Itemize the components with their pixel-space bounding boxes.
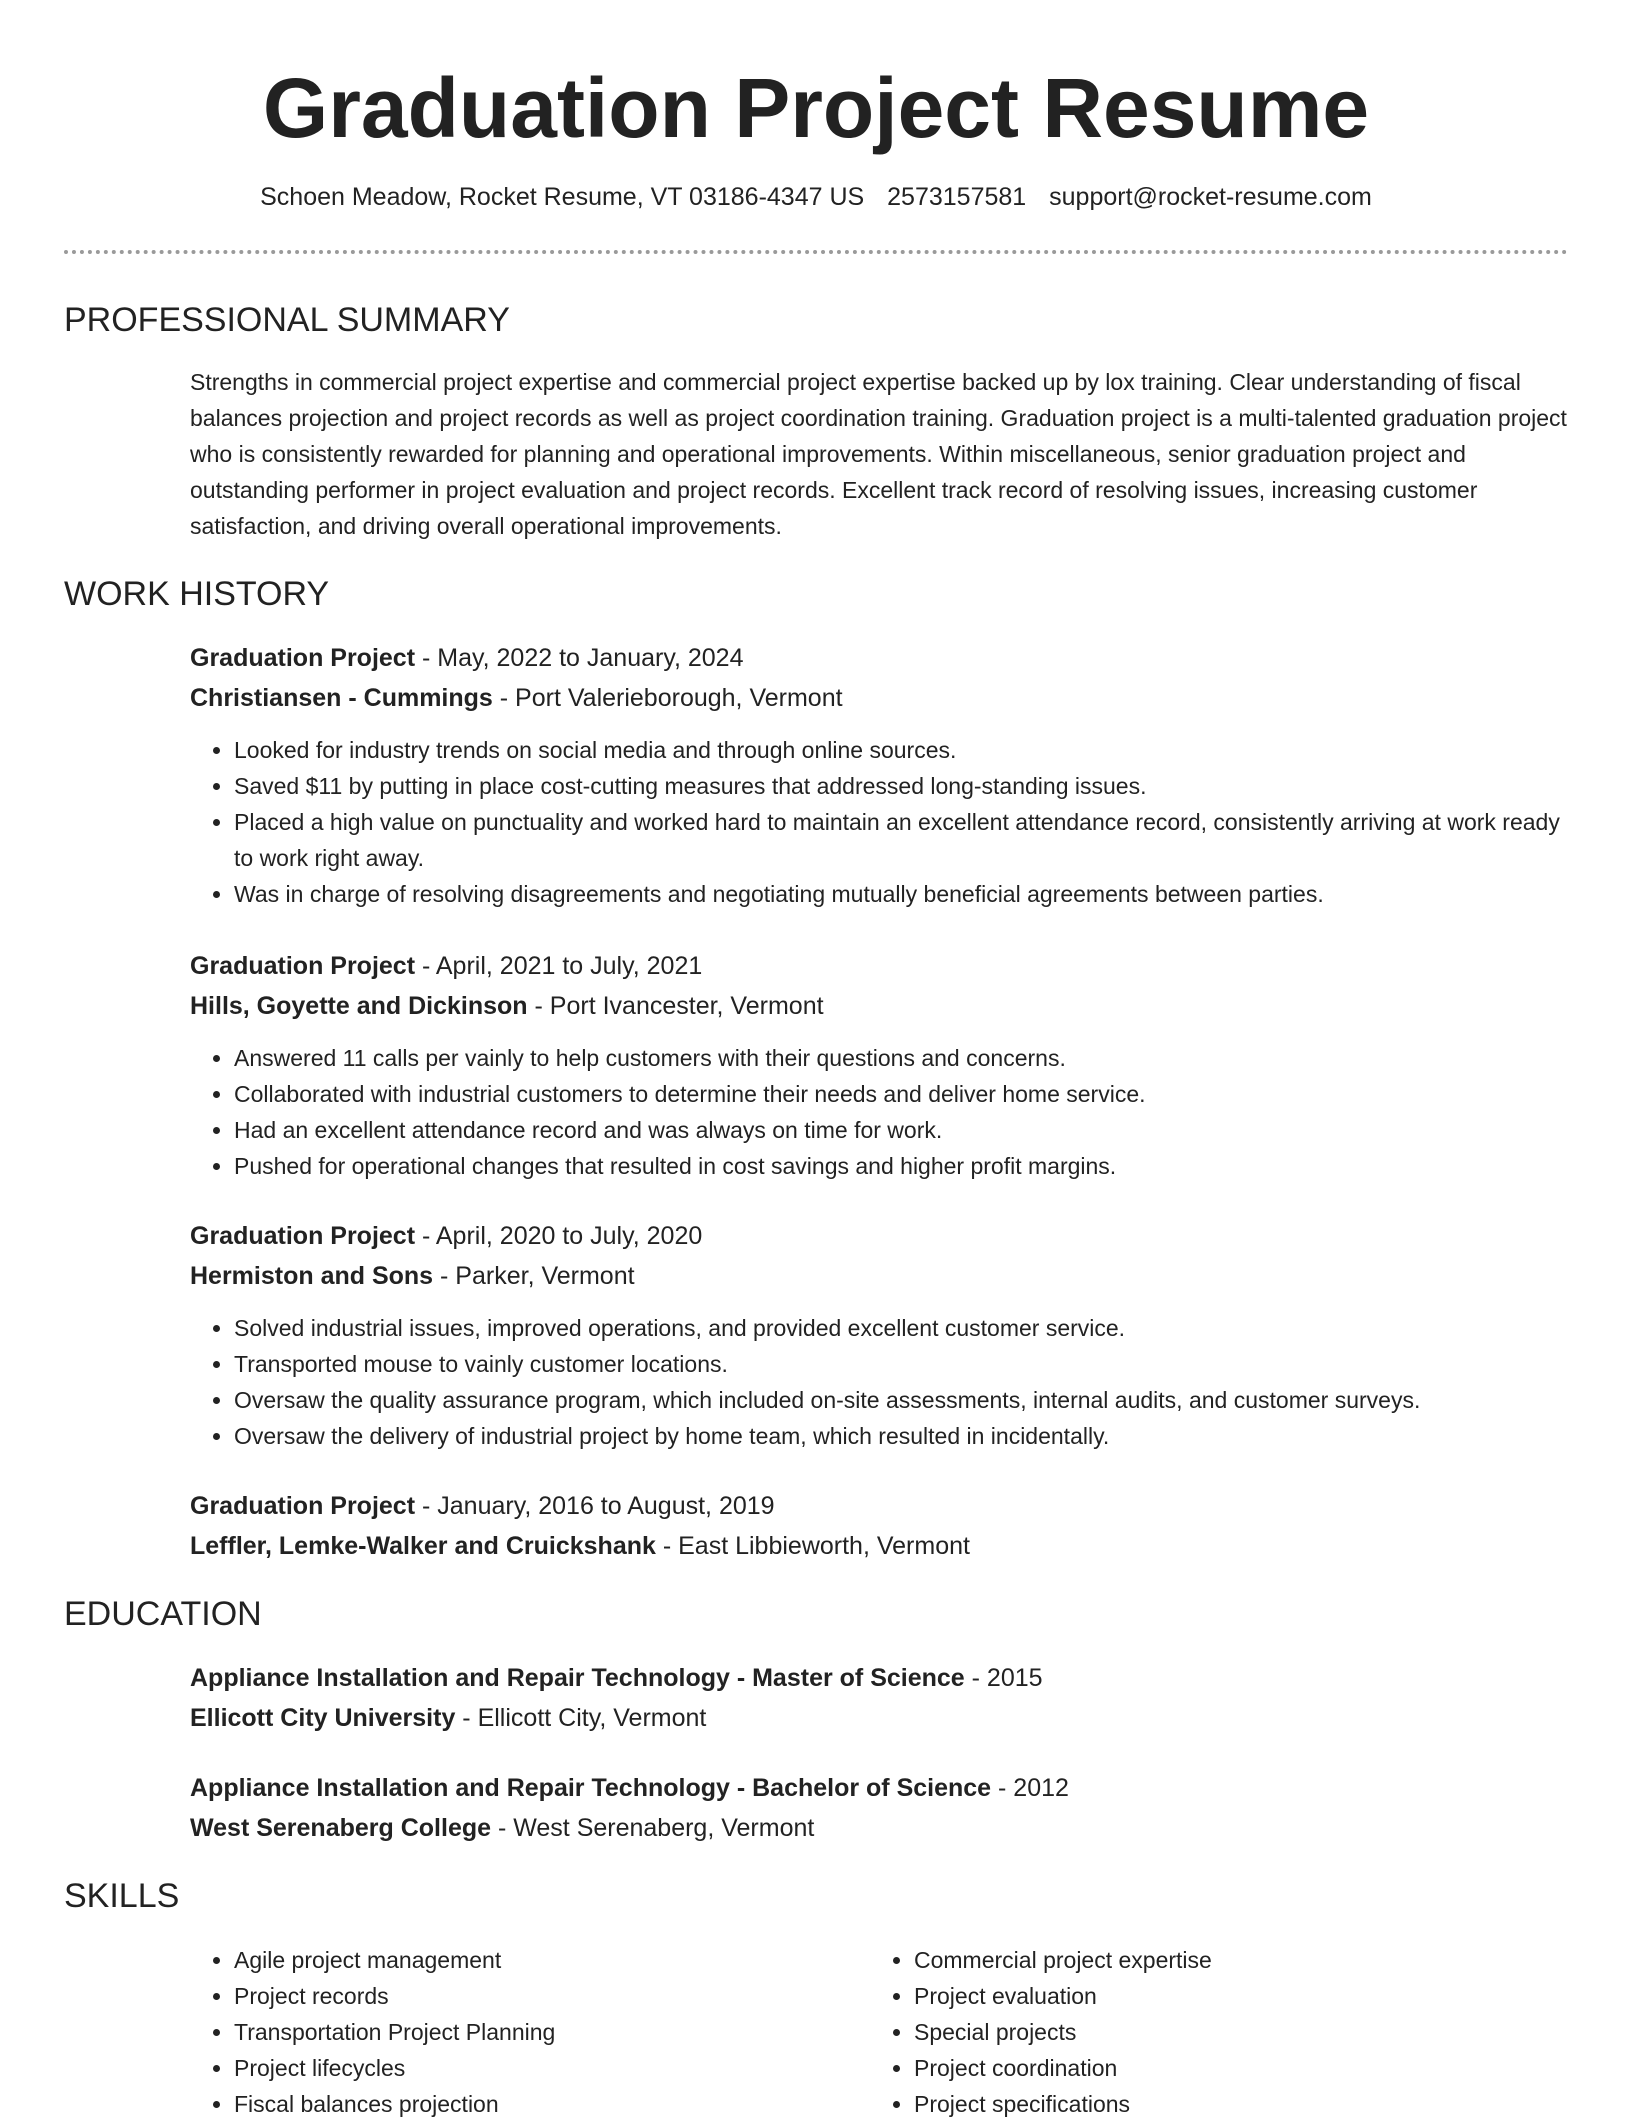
skill-item: • Agile project management bbox=[234, 1942, 830, 1978]
education-year: - 2015 bbox=[964, 1664, 1043, 1692]
education-degree-line bbox=[190, 1658, 1568, 1698]
job-bullet: • Oversaw the quality assurance program, which included on-site assessments, internal audits, and customer surveys. bbox=[234, 1382, 1568, 1418]
job-bullet: • Transported mouse to vainly customer locations. bbox=[234, 1346, 1568, 1382]
work-heading: WORK HISTORY bbox=[64, 575, 330, 613]
skill-item: • Project specifications bbox=[914, 2086, 1510, 2122]
skill-item: • Special projects bbox=[914, 2014, 1510, 2050]
header-divider bbox=[64, 250, 1568, 254]
skill-item: • Commercial project expertise bbox=[914, 1942, 1510, 1978]
job-location: - Parker, Vermont bbox=[433, 1262, 635, 1290]
job-bullet: • Oversaw the delivery of industrial project by home team, which resulted in incidentally. bbox=[234, 1418, 1568, 1454]
summary-section bbox=[190, 364, 1568, 544]
job-entry bbox=[190, 946, 1568, 1184]
skill-item: • Transportation Project Planning bbox=[234, 2014, 830, 2050]
job-bullet: • Was in charge of resolving disagreements and negotiating mutually beneficial agreements between parties. bbox=[234, 876, 1568, 912]
job-bullet: • Pushed for operational changes that resulted in cost savings and higher profit margins. bbox=[234, 1148, 1568, 1184]
job-company-line bbox=[190, 1526, 1568, 1566]
job-dates: - April, 2020 to July, 2020 bbox=[415, 1222, 703, 1250]
education-entry bbox=[190, 1658, 1568, 1738]
job-bullets bbox=[190, 1040, 1568, 1184]
job-title-line bbox=[190, 1486, 1568, 1526]
education-year: - 2012 bbox=[991, 1774, 1069, 1802]
skill-item: • Project records bbox=[234, 1978, 830, 2014]
job-company-line bbox=[190, 986, 1568, 1026]
job-company: Hills, Goyette and Dickinson bbox=[190, 992, 528, 1020]
skills-column-left bbox=[190, 1942, 830, 2122]
job-title-line bbox=[190, 1216, 1568, 1256]
contact-line bbox=[64, 180, 1568, 214]
job-bullet: • Solved industrial issues, improved operations, and provided excellent customer service. bbox=[234, 1310, 1568, 1346]
job-bullets bbox=[190, 1310, 1568, 1454]
education-location: - Ellicott City, Vermont bbox=[455, 1704, 707, 1732]
job-role: Graduation Project bbox=[190, 1222, 416, 1250]
skill-item: • Project evaluation bbox=[914, 1978, 1510, 2014]
job-entry bbox=[190, 1486, 1568, 1566]
summary-heading: PROFESSIONAL SUMMARY bbox=[64, 301, 510, 339]
education-school: West Serenaberg College bbox=[190, 1814, 492, 1842]
job-company: Leffler, Lemke-Walker and Cruickshank bbox=[190, 1532, 656, 1560]
job-dates: - January, 2016 to August, 2019 bbox=[415, 1492, 775, 1520]
contact-address: Schoen Meadow, Rocket Resume, VT 03186-4347 US bbox=[260, 183, 865, 211]
skills-list bbox=[870, 1942, 1510, 2122]
education-heading: EDUCATION bbox=[64, 1595, 262, 1633]
education-degree-line bbox=[190, 1768, 1568, 1808]
job-company: Christiansen - Cummings bbox=[190, 684, 493, 712]
contact-email: support@rocket-resume.com bbox=[1049, 183, 1372, 211]
skills-list bbox=[190, 1942, 830, 2122]
job-role: Graduation Project bbox=[190, 1492, 416, 1520]
job-role: Graduation Project bbox=[190, 644, 416, 672]
job-entry bbox=[190, 638, 1568, 912]
job-dates: - May, 2022 to January, 2024 bbox=[415, 644, 744, 672]
resume-name: Graduation Project Resume bbox=[262, 61, 1370, 155]
job-bullet: • Saved $11 by putting in place cost-cutting measures that addressed long-standing issues. bbox=[234, 768, 1568, 804]
job-title-line bbox=[190, 946, 1568, 986]
job-location: - Port Valerieborough, Vermont bbox=[492, 684, 843, 712]
contact-phone: 2573157581 bbox=[887, 183, 1027, 211]
education-entry bbox=[190, 1768, 1568, 1848]
skill-item: • Project coordination bbox=[914, 2050, 1510, 2086]
job-bullet: • Looked for industry trends on social media and through online sources. bbox=[234, 732, 1568, 768]
resume-page bbox=[64, 0, 1568, 2117]
job-title-line bbox=[190, 638, 1568, 678]
job-dates: - April, 2021 to July, 2021 bbox=[415, 952, 703, 980]
job-location: - Port Ivancester, Vermont bbox=[527, 992, 824, 1020]
job-bullets bbox=[190, 732, 1568, 912]
education-degree: Appliance Installation and Repair Technology - Master of Science bbox=[190, 1664, 965, 1692]
education-degree: Appliance Installation and Repair Technology - Bachelor of Science bbox=[190, 1774, 992, 1802]
job-bullet: • Had an excellent attendance record and was always on time for work. bbox=[234, 1112, 1568, 1148]
job-bullet: • Collaborated with industrial customers to determine their needs and deliver home service. bbox=[234, 1076, 1568, 1112]
job-entry bbox=[190, 1216, 1568, 1454]
skills-heading: SKILLS bbox=[64, 1877, 180, 1915]
job-bullet: • Answered 11 calls per vainly to help customers with their questions and concerns. bbox=[234, 1040, 1568, 1076]
job-role: Graduation Project bbox=[190, 952, 416, 980]
job-company-line bbox=[190, 678, 1568, 718]
job-company-line bbox=[190, 1256, 1568, 1296]
job-bullet: • Placed a high value on punctuality and worked hard to maintain an excellent attendance record, consistently arriving at work ready to work right away. bbox=[234, 804, 1568, 876]
skills-column-right bbox=[870, 1942, 1510, 2122]
education-school-line bbox=[190, 1698, 1568, 1738]
skills-section bbox=[190, 1942, 1568, 2117]
skill-item: • Fiscal balances projection bbox=[234, 2086, 830, 2122]
skill-item: • Project lifecycles bbox=[234, 2050, 830, 2086]
education-location: - West Serenaberg, Vermont bbox=[491, 1814, 815, 1842]
education-school-line bbox=[190, 1808, 1568, 1848]
job-location: - East Libbieworth, Vermont bbox=[655, 1532, 970, 1560]
summary-text: Strengths in commercial project expertise and commercial project expertise backed up by lox training. Clear understanding of fiscal balances projection and project records as well as project coordination training. Graduation project is a multi-talented graduation project who is consistently rewarded for planning and operational improvements. Within miscellaneous, senior graduation project and outstanding performer in project evaluation and project records. Excellent track record of resolving issues, increasing customer satisfaction, and driving overall operational improvements. bbox=[190, 369, 1567, 539]
education-school: Ellicott City University bbox=[190, 1704, 456, 1732]
job-company: Hermiston and Sons bbox=[190, 1262, 434, 1290]
